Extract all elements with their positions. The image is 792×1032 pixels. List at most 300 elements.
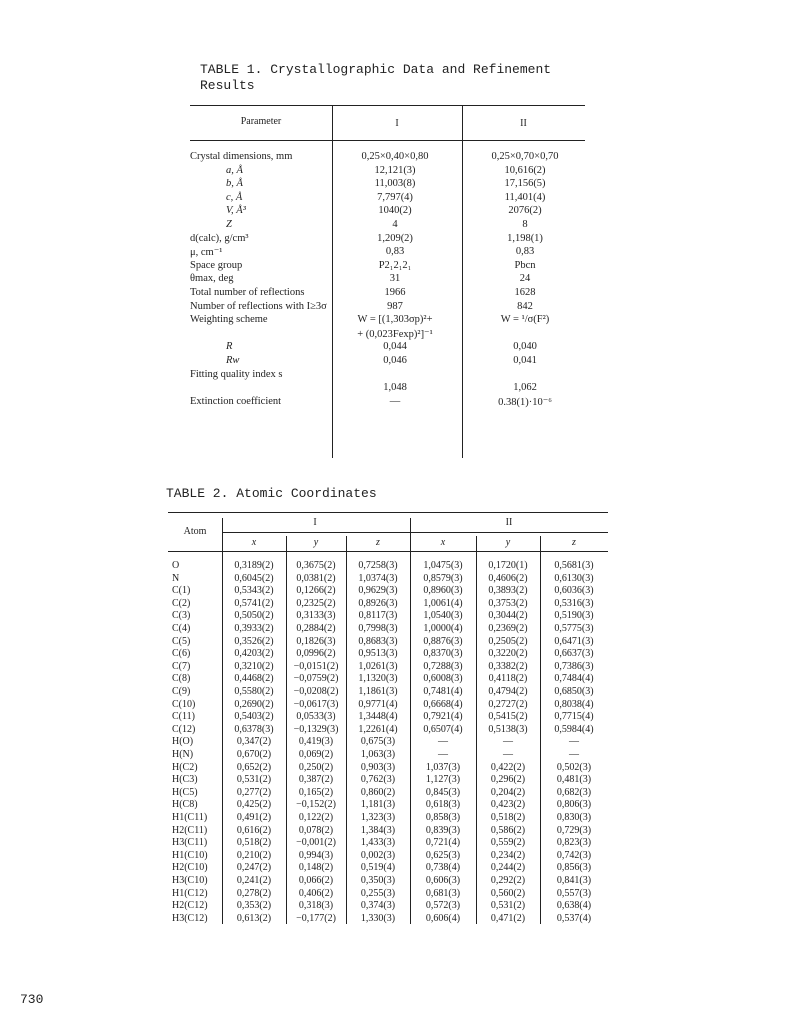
table2-cell-y-II: 0,3044(2) — [488, 610, 528, 622]
table1-row — [190, 355, 585, 368]
table2-row — [168, 573, 608, 586]
table2-cell-z-I: 0,9629(3) — [358, 585, 398, 597]
table1-value-II: 0,25×0,70×0,70 — [491, 151, 559, 162]
table2-cell-y-I: 0,0996(2) — [296, 648, 336, 660]
table2-row — [168, 585, 608, 598]
table2-cell-x-II: 1,127(3) — [425, 774, 461, 786]
table2-cell-x-II: 1,0061(4) — [423, 597, 463, 609]
table2-cell-z-I: 0,860(2) — [360, 786, 396, 798]
table2-cell-z-II: 0,6850(3) — [554, 686, 594, 697]
table2-cell-x-I: 0,670(2) — [236, 749, 272, 760]
table2-row — [168, 673, 608, 686]
table2-cell-y-I: 0,994(3) — [298, 849, 334, 861]
table2-cell-y-II: 0,2727(2) — [488, 698, 528, 710]
table2-cell-x-I: 0,247(2) — [236, 862, 272, 874]
table2-cell-z-II: 0,5984(4) — [554, 723, 594, 735]
table2-cell-x-II: 0,8960(3) — [423, 585, 463, 597]
table1-value-II: 10,616(2) — [504, 164, 546, 176]
table2-cell-x-I: 0,3210(2) — [234, 660, 274, 672]
table2-cell-y-II: — — [503, 749, 513, 760]
table2-cell-x-I: 0,491(2) — [236, 812, 272, 823]
table2-cell-y-I: 0,1826(3) — [296, 635, 336, 647]
table2-cell-x-II: 0,572(3) — [425, 900, 461, 912]
table2-row — [168, 900, 608, 913]
table2-cell-z-I: 0,675(3) — [360, 736, 396, 748]
table2-cell-y-I: 0,165(2) — [298, 786, 334, 798]
table1-value-I: 1966 — [384, 287, 406, 298]
table2-cell-z-I: 0,7998(3) — [358, 623, 398, 634]
table1-param: a, Å — [226, 164, 243, 176]
table1-header-parameter: Parameter — [240, 116, 282, 127]
table2-cell-x-I: 0,4203(2) — [234, 648, 274, 660]
table1-param: Total number of reflections — [190, 287, 305, 298]
table2-cell-z-I: 0,7258(3) — [358, 560, 398, 571]
table2-row — [168, 686, 608, 699]
table2-atom-label: H1(C11) — [172, 812, 208, 823]
table2-cell-x-II: 0,8876(3) — [423, 635, 463, 647]
table2-row — [168, 749, 608, 762]
table2-row — [168, 762, 608, 775]
table2-header-group-II: II — [505, 517, 513, 528]
table1-param: μ, cm⁻¹ — [190, 247, 223, 259]
table1-value-I: 12,121(3) — [374, 164, 416, 176]
table1-param: b, Å — [226, 178, 243, 190]
table1-param: Rw — [226, 355, 240, 366]
table2-cell-z-I: 1,2261(4) — [358, 723, 398, 735]
table2-row — [168, 636, 608, 649]
table1-param: Fitting quality index s — [190, 368, 283, 380]
table1-param: d(calc), g/cm³ — [190, 232, 249, 244]
table2-cell-y-I: 0,1266(2) — [296, 585, 336, 597]
table1-row — [190, 178, 585, 191]
table1-value-I: — — [389, 395, 401, 407]
table1-value-I: 0,83 — [385, 246, 405, 258]
table2-cell-z-II: 0,638(4) — [556, 900, 592, 912]
table2-cell-z-II: — — [569, 736, 579, 748]
table2-atom-label: H2(C10) — [172, 862, 208, 874]
table2-cell-z-II: 0,8038(4) — [554, 698, 594, 710]
table2-atom-label: H3(C11) — [172, 837, 208, 849]
table2-atom-label: C(10) — [172, 698, 196, 710]
table1-param: R — [226, 341, 233, 353]
table2-cell-x-I: 0,3526(2) — [234, 635, 274, 647]
table2-cell-z-I: 0,9513(3) — [358, 648, 398, 660]
table2-atom-label: H(C5) — [172, 786, 198, 798]
table1-row — [190, 192, 585, 205]
table2-cell-z-II: 0,830(3) — [556, 812, 592, 823]
table1-param: θmax, deg — [190, 273, 234, 285]
table2-atom-label: H(N) — [172, 749, 194, 760]
table2-cell-x-I: 0,353(2) — [236, 900, 272, 912]
table2-cell-x-I: 0,278(2) — [236, 887, 272, 899]
table2-cell-z-II: 0,6471(3) — [554, 635, 594, 647]
table2-atom-label: O — [172, 560, 180, 571]
table2-cell-x-I: 0,241(2) — [236, 875, 272, 886]
table2-cell-y-I: −0,0617(3) — [293, 698, 339, 710]
table2-cell-z-I: 1,433(3) — [360, 837, 396, 849]
table1-param: Space group — [190, 259, 243, 271]
table1-value-II: 0,83 — [515, 246, 535, 258]
table2-cell-y-II: 0,5138(3) — [488, 723, 528, 735]
table1-row — [190, 396, 585, 409]
table2-cell-z-II: 0,682(3) — [556, 786, 592, 798]
table2-cell-z-II: 0,7484(4) — [554, 673, 594, 685]
table2-cell-z-II: 0,729(3) — [556, 824, 592, 836]
table2-cell-x-II: 1,037(3) — [425, 761, 461, 773]
table2-cell-y-II: 0,423(2) — [490, 799, 526, 811]
table2-cell-y-II: 0,1720(1) — [488, 560, 528, 571]
table1-value-II: 0,040 — [513, 341, 537, 353]
table1-value-II: 1,198(1) — [507, 232, 543, 244]
table2-atom-label: C(2) — [172, 597, 191, 609]
table2-cell-y-II: 0,518(2) — [490, 812, 526, 823]
table2-cell-x-II: — — [438, 736, 448, 748]
table2-cell-y-I: 0,250(2) — [298, 761, 334, 773]
table2-row — [168, 623, 608, 636]
table1-row — [190, 233, 585, 246]
table1-value-II: 11,401(4) — [504, 191, 546, 203]
table1-param: Crystal dimensions, mm — [190, 151, 293, 162]
table2-cell-x-I: 0,277(2) — [236, 786, 272, 798]
table2-cell-y-II: 0,422(2) — [490, 761, 526, 773]
table1-param: c, Å — [226, 191, 243, 203]
table1-value-I: 7,797(4) — [377, 191, 413, 203]
table2-cell-z-I: 0,8117(3) — [358, 610, 398, 622]
table2-atom-label: H(C3) — [172, 774, 198, 786]
table2-cell-y-I: 0,2884(2) — [296, 623, 336, 634]
table1-row — [190, 246, 585, 259]
table2-cell-z-II: 0,5775(3) — [554, 623, 594, 634]
table2-atom-label: C(9) — [172, 686, 191, 697]
table1-value-II: 1628 — [514, 287, 536, 298]
table1-row — [190, 205, 585, 218]
table2-cell-x-I: 0,4468(2) — [234, 673, 274, 685]
table2-cell-y-II: 0,471(2) — [490, 912, 526, 924]
table2-header-z1: z — [376, 537, 380, 548]
table1-value-II: W = ¹/σ(F²) — [500, 314, 550, 326]
table2-cell-y-II: 0,559(2) — [490, 837, 526, 849]
table1-value-II: 17,156(5) — [504, 178, 546, 190]
table2-atom-label: H2(C12) — [172, 900, 208, 912]
table2-cell-y-II: 0,296(2) — [490, 774, 526, 786]
table2-cell-x-II: 0,839(3) — [425, 824, 461, 836]
table2-cell-x-I: 0,3189(2) — [234, 560, 274, 571]
table1-param: Number of reflections with I≥3σ — [190, 300, 327, 312]
table2-cell-x-I: 0,652(2) — [236, 761, 272, 773]
table2-title: TABLE 2. Atomic Coordinates — [166, 486, 377, 501]
table2-row — [168, 724, 608, 737]
table2-cell-z-I: 1,181(3) — [360, 799, 396, 811]
table1-value-II: 0.38(1)·10⁻⁶ — [498, 396, 552, 408]
table2-cell-z-II: 0,806(3) — [556, 799, 592, 811]
table2-cell-z-I: 1,063(3) — [360, 749, 396, 760]
table2-cell-y-I: −0,0151(2) — [293, 660, 339, 672]
table2-cell-y-I: −0,0208(2) — [293, 686, 339, 697]
table1-value-I: 1040(2) — [378, 205, 412, 217]
table2-row — [168, 825, 608, 838]
table2-atom-label: H2(C11) — [172, 824, 208, 836]
table2-header-rule — [168, 551, 608, 552]
table1-value-I: W = [(1,303σp)²+ — [357, 314, 433, 326]
table2-cell-y-I: 0,406(2) — [298, 887, 334, 899]
table2-cell-z-II: 0,557(3) — [556, 887, 592, 899]
table2-row — [168, 837, 608, 850]
table1-value-I: 1,209(2) — [377, 232, 413, 244]
table1-param: Z — [226, 219, 232, 230]
table2-cell-x-II: 0,606(4) — [425, 912, 461, 924]
table2-cell-z-I: 0,002(3) — [360, 849, 396, 861]
table2-header-z2: z — [572, 537, 576, 548]
table2-cell-z-I: 0,374(3) — [360, 900, 396, 912]
table2-cell-x-II: 0,738(4) — [425, 862, 461, 874]
table2-cell-x-II: 0,7481(4) — [423, 686, 463, 697]
table2-cell-x-I: 0,531(2) — [236, 774, 272, 786]
table1-value-I: 0,25×0,40×0,80 — [361, 151, 429, 162]
table2-atom-label: C(4) — [172, 623, 191, 634]
table1-value-I: 4 — [392, 219, 398, 230]
table2-cell-x-II: 0,858(3) — [425, 812, 461, 823]
table2-cell-z-II: 0,6036(3) — [554, 585, 594, 597]
table2-cell-x-I: 0,210(2) — [236, 849, 272, 861]
table2-cell-z-I: 1,0374(3) — [358, 572, 398, 584]
table2-cell-y-II: 0,204(2) — [490, 786, 526, 798]
table2-cell-y-I: −0,152(2) — [296, 799, 336, 811]
table1-value-I: 0,046 — [383, 355, 407, 366]
table2-cell-x-I: 0,5580(2) — [234, 686, 274, 697]
table2-cell-y-II: 0,2369(2) — [488, 623, 528, 634]
table2-cell-x-I: 0,5343(2) — [234, 585, 274, 597]
table2-cell-z-I: 1,330(3) — [360, 912, 396, 924]
table2-cell-y-II: 0,292(2) — [490, 875, 526, 886]
table2-header-x2: x — [440, 537, 446, 548]
table1-row — [190, 260, 585, 273]
table2-cell-x-II: 1,0475(3) — [423, 560, 463, 571]
table2-cell-y-II: 0,4118(2) — [488, 673, 528, 685]
table2-cell-x-I: 0,6045(2) — [234, 572, 274, 584]
table1-value-I: + (0,023Fexp)²]⁻¹ — [357, 328, 433, 340]
table2-cell-z-I: 0,350(3) — [360, 875, 396, 886]
table2-cell-y-I: 0,3675(2) — [296, 560, 336, 571]
table2-header-x1: x — [251, 537, 257, 548]
table1-value-II: 842 — [517, 300, 533, 312]
table2-cell-y-II: 0,5415(2) — [488, 711, 528, 723]
table2-row — [168, 888, 608, 901]
table1-row — [190, 219, 585, 232]
table1-row — [190, 369, 585, 382]
table2-row — [168, 812, 608, 825]
table1-top-rule — [190, 105, 585, 106]
table2-cell-x-II: 0,7921(4) — [423, 711, 463, 723]
table1-value-II: 8 — [522, 219, 528, 230]
table2-header-y2: y — [505, 537, 511, 548]
table2-cell-y-I: 0,0533(3) — [296, 711, 336, 723]
table2-cell-x-II: 0,606(3) — [425, 875, 461, 886]
table2-atom-label: C(3) — [172, 610, 191, 622]
table1-param: Extinction coefficient — [190, 395, 282, 407]
table2-cell-y-I: 0,2325(2) — [296, 597, 336, 609]
table2-row — [168, 799, 608, 812]
table2-cell-z-II: — — [569, 749, 579, 760]
table2-cell-y-I: −0,177(2) — [296, 912, 336, 924]
table2-cell-z-II: 0,856(3) — [556, 862, 592, 874]
table2-cell-z-II: 0,5316(3) — [554, 597, 594, 609]
table2-cell-y-II: 0,3893(2) — [488, 585, 528, 597]
table2-cell-x-II: 0,681(3) — [425, 887, 461, 899]
table1-value-I: 11,003(8) — [374, 178, 416, 190]
table2-cell-y-I: 0,122(2) — [298, 812, 334, 823]
table2-atom-label: H(C2) — [172, 761, 198, 773]
table2-atom-label: H3(C12) — [172, 912, 208, 924]
table2-cell-x-II: 0,845(3) — [425, 786, 461, 798]
table2-cell-z-II: 0,502(3) — [556, 761, 592, 773]
table1-title: TABLE 1. Crystallographic Data and Refinement Results — [200, 62, 552, 93]
table2-row — [168, 875, 608, 888]
table2-cell-z-I: 1,384(3) — [360, 824, 396, 836]
table2-row — [168, 648, 608, 661]
table2-cell-z-II: 0,6637(3) — [554, 648, 594, 660]
table1-row — [190, 165, 585, 178]
table2-cell-z-I: 0,8926(3) — [358, 597, 398, 609]
table2-row — [168, 610, 608, 623]
table2-cell-x-II: 0,8370(3) — [423, 648, 463, 660]
table1-value-II: 1,062 — [513, 382, 537, 394]
table2-cell-z-I: 1,1320(3) — [358, 673, 398, 685]
table1-value-I: 987 — [387, 300, 403, 312]
table2-atom-label: H(C8) — [172, 799, 198, 811]
table2-cell-x-I: 0,3933(2) — [234, 623, 274, 634]
table2-row — [168, 787, 608, 800]
table2-cell-y-I: 0,078(2) — [298, 824, 334, 836]
table2-atom-label: C(8) — [172, 673, 191, 685]
table2-header-atom: Atom — [183, 526, 207, 537]
table2-atom-label: C(12) — [172, 723, 196, 735]
table2-cell-z-I: 0,762(3) — [360, 774, 396, 786]
table2-cell-y-I: 0,066(2) — [298, 875, 334, 886]
table2-cell-z-I: 1,1861(3) — [358, 686, 398, 697]
table2-cell-x-I: 0,5403(2) — [234, 711, 274, 723]
table1-value-I: 1,048 — [383, 382, 407, 394]
table2-cell-x-II: 0,7288(3) — [423, 660, 463, 672]
table2-group-rule — [222, 532, 608, 533]
table2-cell-x-I: 0,347(2) — [236, 736, 272, 748]
table2-cell-y-II: 0,586(2) — [490, 824, 526, 836]
page-number: 730 — [20, 992, 44, 1007]
table2-cell-y-I: −0,1329(3) — [293, 723, 339, 735]
table2-atom-label: C(6) — [172, 648, 191, 660]
table1-value-I: P2₁2₁2₁ — [378, 259, 412, 271]
table1-row — [190, 314, 585, 327]
table2-cell-z-I: 0,9771(4) — [358, 698, 398, 710]
table2-row — [168, 560, 608, 573]
table2-row — [168, 913, 608, 926]
table1-value-I: 31 — [389, 273, 401, 285]
table2-cell-z-I: 0,255(3) — [360, 887, 396, 899]
table2-cell-x-I: 0,5741(2) — [234, 597, 274, 609]
table2-cell-x-II: 0,625(3) — [425, 849, 461, 861]
table2-cell-z-II: 0,5681(3) — [554, 560, 594, 571]
table2-cell-y-II: 0,244(2) — [490, 862, 526, 874]
table2-cell-y-II: 0,4794(2) — [488, 686, 528, 697]
table1-value-II: 0,041 — [513, 355, 537, 366]
table1-row — [190, 273, 585, 286]
table2-cell-x-I: 0,2690(2) — [234, 698, 274, 710]
table2-row — [168, 661, 608, 674]
table2-cell-x-I: 0,518(2) — [236, 837, 272, 849]
table1-value-II: Pbcn — [514, 259, 536, 271]
table2-atom-label: C(7) — [172, 660, 191, 672]
table2-atom-label: C(1) — [172, 585, 191, 597]
table2-cell-y-II: 0,4606(2) — [488, 572, 528, 584]
table2-row — [168, 711, 608, 724]
table2-cell-y-II: 0,3220(2) — [488, 648, 528, 660]
table2-atom-label: C(5) — [172, 635, 191, 647]
table2-cell-y-I: 0,0381(2) — [296, 572, 336, 584]
table2-cell-x-II: 0,6507(4) — [423, 723, 463, 735]
table2-cell-y-II: 0,3753(2) — [488, 597, 528, 609]
table2-cell-x-II: 0,6008(3) — [423, 673, 463, 685]
table2-cell-z-I: 1,323(3) — [360, 812, 396, 823]
table2-cell-z-II: 0,823(3) — [556, 837, 592, 849]
table2-atom-label: H3(C10) — [172, 875, 208, 886]
table2-atom-label: N — [172, 572, 180, 584]
table2-cell-y-II: 0,3382(2) — [488, 660, 528, 672]
table2-row — [168, 699, 608, 712]
table2-cell-z-II: 0,537(4) — [556, 912, 592, 924]
table2-cell-y-I: 0,069(2) — [298, 749, 334, 760]
table2-cell-x-II: 0,721(4) — [425, 837, 461, 849]
table1-header-rule — [190, 140, 585, 141]
table1-param: V, Å³ — [226, 205, 246, 217]
table2-cell-z-I: 0,903(3) — [360, 761, 396, 773]
table2-cell-x-I: 0,616(2) — [236, 824, 272, 836]
table1-row — [190, 287, 585, 300]
table2-cell-z-II: 0,481(3) — [556, 774, 592, 786]
table2-header-y1: y — [313, 537, 319, 548]
table2-row — [168, 850, 608, 863]
table2-cell-y-I: −0,001(2) — [296, 837, 336, 849]
table2-cell-x-II: — — [438, 749, 448, 760]
table2-cell-x-I: 0,425(2) — [236, 799, 272, 811]
table1-value-I: 0,044 — [383, 341, 407, 353]
table2-cell-y-I: 0,419(3) — [298, 736, 334, 748]
table1-header-col2: II — [520, 118, 527, 129]
table2-cell-y-I: 0,318(3) — [298, 900, 334, 912]
table1-row — [190, 151, 585, 164]
table2-cell-y-II: 0,531(2) — [490, 900, 526, 912]
table1-value-II: 24 — [519, 273, 531, 285]
table2-cell-z-I: 1,0261(3) — [358, 660, 398, 672]
table2-cell-x-II: 1,0540(3) — [423, 610, 463, 622]
table2-cell-z-I: 0,8683(3) — [358, 635, 398, 647]
table2-cell-y-I: 0,3133(3) — [296, 610, 336, 622]
table2-cell-x-II: 0,618(3) — [425, 799, 461, 811]
table2-cell-z-I: 1,3448(4) — [358, 711, 398, 723]
table2-top-rule — [168, 512, 608, 513]
table2-row — [168, 862, 608, 875]
table2-cell-x-I: 0,6378(3) — [234, 723, 274, 735]
table2-cell-z-II: 0,841(3) — [556, 875, 592, 886]
table2-atom-label: C(11) — [172, 711, 195, 723]
table2-cell-y-II: 0,560(2) — [490, 887, 526, 899]
table2-cell-y-II: 0,2505(2) — [488, 635, 528, 647]
table1-row — [190, 301, 585, 314]
table2-cell-x-I: 0,613(2) — [236, 912, 272, 924]
table2-cell-z-II: 0,7386(3) — [554, 660, 594, 672]
table2-cell-z-I: 0,519(4) — [360, 862, 396, 874]
table2-cell-x-II: 1,0000(4) — [423, 623, 463, 634]
table2-cell-x-II: 0,8579(3) — [423, 572, 463, 584]
table2-row — [168, 598, 608, 611]
